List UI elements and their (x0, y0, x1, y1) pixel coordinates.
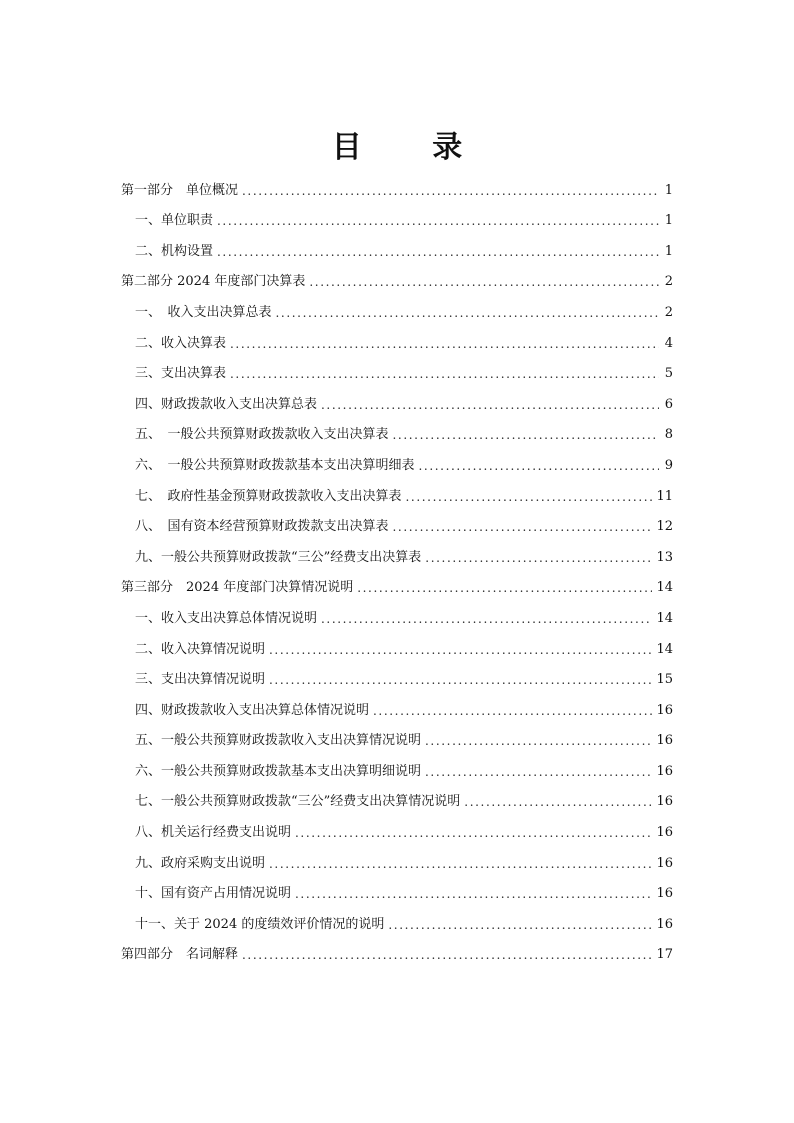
toc-page-number: 14 (656, 641, 673, 657)
toc-subsection-entry[interactable] (121, 903, 673, 934)
toc-subsection-entry[interactable] (121, 322, 673, 353)
toc-page-number: 16 (656, 825, 673, 841)
toc-dot-leader (425, 764, 652, 781)
toc-entry-label: 六、 一般公共预算财政拨款基本支出决算明细表 (135, 457, 415, 473)
toc-page-number: 16 (656, 702, 673, 718)
toc-page-number: 1 (664, 182, 673, 198)
toc-page-number: 17 (656, 947, 673, 963)
toc-page-number: 14 (656, 580, 673, 596)
toc-dot-leader (217, 244, 659, 261)
toc-page-number: 16 (656, 794, 673, 810)
toc-subsection-entry[interactable] (121, 597, 673, 628)
toc-dot-leader (269, 642, 652, 659)
toc-subsection-entry[interactable] (121, 353, 673, 384)
toc-subsection-entry[interactable] (121, 414, 673, 445)
toc-entry-label: 第三部分 2024 年度部门决算情况说明 (121, 580, 354, 596)
toc-subsection-entry[interactable] (121, 781, 673, 812)
toc-page-number: 11 (656, 488, 673, 504)
toc-page-number: 8 (664, 427, 673, 443)
toc-page-number: 16 (656, 763, 673, 779)
toc-dot-leader (321, 397, 659, 414)
toc-entry-label: 二、机构设置 (135, 243, 214, 259)
toc-entry-label: 七、一般公共预算财政拨款“三公”经费支出决算情况说明 (135, 794, 461, 810)
toc-section-entry[interactable] (121, 934, 673, 965)
toc-dot-leader (425, 550, 652, 567)
toc-entry-label: 第一部分 单位概况 (121, 182, 239, 198)
toc-subsection-entry[interactable] (121, 628, 673, 659)
toc-entry-label: 十一、关于 2024 的度绩效评价情况的说明 (135, 916, 385, 932)
toc-dot-leader (295, 825, 652, 842)
toc-entry-label: 第四部分 名词解释 (121, 947, 239, 963)
toc-page-number: 16 (656, 855, 673, 871)
toc-entry-label: 一、收入支出决算总体情况说明 (135, 610, 318, 626)
toc-page-number: 2 (664, 274, 673, 290)
toc-section-entry[interactable] (121, 567, 673, 598)
toc-entry-label: 六、一般公共预算财政拨款基本支出决算明细说明 (135, 763, 422, 779)
toc-page-number: 6 (664, 396, 673, 412)
toc-subsection-entry[interactable] (121, 750, 673, 781)
toc-entry-label: 八、机关运行经费支出说明 (135, 825, 292, 841)
toc-dot-leader (464, 794, 652, 811)
toc-page-number: 1 (664, 243, 673, 259)
toc-page-number: 15 (656, 672, 673, 688)
toc-page-number: 2 (664, 304, 673, 320)
toc-dot-leader (230, 366, 659, 383)
toc-subsection-entry[interactable] (121, 200, 673, 231)
toc-entry-label: 二、收入决算情况说明 (135, 641, 266, 657)
toc-subsection-entry[interactable] (121, 230, 673, 261)
toc-subsection-entry[interactable] (121, 291, 673, 322)
toc-entry-label: 九、一般公共预算财政拨款“三公”经费支出决算表 (135, 549, 422, 565)
toc-entry-label: 五、 一般公共预算财政拨款收入支出决算表 (135, 427, 389, 443)
toc-subsection-entry[interactable] (121, 536, 673, 567)
toc-dot-leader (357, 580, 652, 597)
toc-entry-label: 九、政府采购支出说明 (135, 855, 266, 871)
toc-entry-label: 八、 国有资本经营预算财政拨款支出决算表 (135, 519, 389, 535)
toc-dot-leader (276, 305, 659, 322)
toc-subsection-entry[interactable] (121, 873, 673, 904)
toc-entry-label: 五、一般公共预算财政拨款收入支出决算情况说明 (135, 733, 422, 749)
toc-dot-leader (295, 886, 652, 903)
toc-dot-leader (373, 703, 652, 720)
toc-section-entry[interactable] (121, 169, 673, 200)
toc-dot-leader (230, 336, 659, 353)
toc-subsection-entry[interactable] (121, 659, 673, 690)
toc-dot-leader (321, 611, 652, 628)
toc-subsection-entry[interactable] (121, 811, 673, 842)
toc-dot-leader (269, 856, 652, 873)
toc-page-number: 13 (656, 549, 673, 565)
toc-subsection-entry[interactable] (121, 506, 673, 537)
toc-dot-leader (217, 213, 659, 230)
toc-page-number: 5 (664, 366, 673, 382)
toc-dot-leader (425, 733, 652, 750)
toc-page-number: 16 (656, 886, 673, 902)
toc-entry-label: 二、收入决算表 (135, 335, 227, 351)
toc-subsection-entry[interactable] (121, 842, 673, 873)
toc-dot-leader (419, 458, 659, 475)
toc-entry-label: 三、支出决算情况说明 (135, 672, 266, 688)
toc-page-number: 12 (656, 519, 673, 535)
toc-dot-leader (393, 519, 653, 536)
toc-title: 目 录 (331, 130, 493, 165)
toc-dot-leader (269, 672, 652, 689)
toc-entry-label: 十、国有资产占用情况说明 (135, 886, 292, 902)
toc-dot-leader (242, 947, 652, 964)
toc-subsection-entry[interactable] (121, 689, 673, 720)
toc-entry-label: 一、 收入支出决算总表 (135, 304, 272, 320)
toc-subsection-entry[interactable] (121, 383, 673, 414)
toc-entry-label: 第二部分 2024 年度部门决算表 (121, 274, 306, 290)
toc-section-entry[interactable] (121, 261, 673, 292)
toc-dot-leader (242, 183, 659, 200)
toc-dot-leader (406, 489, 653, 506)
toc-page-number: 16 (656, 916, 673, 932)
toc-subsection-entry[interactable] (121, 475, 673, 506)
toc-entry-label: 一、单位职责 (135, 213, 214, 229)
toc-dot-leader (309, 274, 659, 291)
toc-entry-label: 四、财政拨款收入支出决算总体情况说明 (135, 702, 370, 718)
toc-entry-label: 三、支出决算表 (135, 366, 227, 382)
toc-dot-leader (388, 917, 652, 934)
toc-entry-label: 四、财政拨款收入支出决算总表 (135, 396, 318, 412)
toc-page-number: 16 (656, 733, 673, 749)
toc-dot-leader (393, 427, 659, 444)
table-of-contents (121, 169, 673, 964)
toc-page-number: 4 (664, 335, 673, 351)
toc-entry-label: 七、 政府性基金预算财政拨款收入支出决算表 (135, 488, 402, 504)
toc-subsection-entry[interactable] (121, 444, 673, 475)
toc-page-number: 14 (656, 610, 673, 626)
toc-page-number: 9 (664, 457, 673, 473)
toc-subsection-entry[interactable] (121, 720, 673, 751)
toc-page-number: 1 (664, 213, 673, 229)
